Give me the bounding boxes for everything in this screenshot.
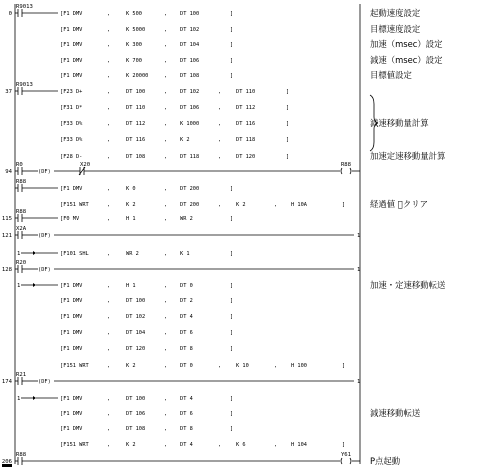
row-25-token-0: [F1 DMV bbox=[60, 411, 83, 417]
row-19-token-2: DT 102 bbox=[126, 314, 146, 320]
row-28-contact-label: R88 bbox=[16, 452, 27, 458]
row-12-token-6: K 2 bbox=[236, 202, 246, 208]
row-10-coil-left bbox=[341, 168, 342, 174]
row-9-token-6: DT 120 bbox=[236, 154, 256, 160]
row-27-token-2: K 2 bbox=[126, 442, 136, 448]
row-8-token-3: , bbox=[164, 137, 168, 143]
row-13-token-2: H 1 bbox=[126, 216, 136, 222]
row-17-token-0: [F1 DMV bbox=[60, 283, 83, 289]
row-18-token-0: [F1 DMV bbox=[60, 298, 83, 304]
row-26-token-0: [F1 DMV bbox=[60, 426, 83, 432]
row-4-token-1: , bbox=[107, 73, 111, 79]
row-17-token-5: ] bbox=[230, 283, 234, 289]
row-28-comment: P点起動 bbox=[370, 456, 401, 466]
row-1-token-0: [F1 DMV bbox=[60, 27, 83, 33]
row-5-token-0: [F23 D+ bbox=[60, 89, 83, 95]
row-11-contact-label: R88 bbox=[16, 179, 27, 185]
row-24-arrow-icon bbox=[33, 396, 36, 400]
row-15-token-2: WR 2 bbox=[126, 251, 139, 257]
row-4-token-4: DT 108 bbox=[180, 73, 200, 79]
row-15-token-0: [F101 SHL bbox=[60, 251, 89, 257]
row-24-token-4: DT 4 bbox=[180, 396, 193, 402]
row-13-token-4: WR 2 bbox=[180, 216, 193, 222]
row-14-df-instruction: (DF) bbox=[38, 233, 51, 239]
row-11-token-2: K 0 bbox=[126, 186, 136, 192]
row-7-token-0: [F33 D% bbox=[60, 121, 83, 127]
row-8-token-1: , bbox=[107, 137, 111, 143]
row-2-token-3: , bbox=[164, 42, 168, 48]
row-12-token-1: , bbox=[107, 202, 111, 208]
row-10-step-number: 94 bbox=[5, 169, 12, 175]
row-13-token-5: ] bbox=[230, 216, 234, 222]
row-18-token-2: DT 100 bbox=[126, 298, 146, 304]
row-8-token-7: ] bbox=[286, 137, 290, 143]
row-22-token-0: [F151 WRT bbox=[60, 363, 89, 369]
row-9-token-3: , bbox=[164, 154, 168, 160]
row-12-token-7: , bbox=[274, 202, 278, 208]
row-12-comment: 経過値 ⃠クリア bbox=[370, 199, 428, 209]
row-0-token-3: , bbox=[164, 11, 168, 17]
row-19-token-0: [F1 DMV bbox=[60, 314, 83, 320]
row-19-token-1: , bbox=[107, 314, 111, 320]
row-28-coil-right bbox=[350, 458, 351, 464]
row-18-token-1: , bbox=[107, 298, 111, 304]
row-6-token-2: DT 110 bbox=[126, 105, 146, 111]
row-10-coil-right bbox=[350, 168, 351, 174]
row-10-contact2-label: X20 bbox=[80, 162, 91, 168]
row-7-token-1: , bbox=[107, 121, 111, 127]
row-20-token-1: , bbox=[107, 330, 111, 336]
row-8-token-4: K 2 bbox=[180, 137, 190, 143]
row-22-token-7: , bbox=[274, 363, 278, 369]
row-15-token-1: , bbox=[107, 251, 111, 257]
row-17-comment: 加速・定速移動転送 bbox=[370, 280, 446, 290]
row-17-token-4: DT 0 bbox=[180, 283, 193, 289]
row-20-token-2: DT 104 bbox=[126, 330, 146, 336]
row-26-token-2: DT 108 bbox=[126, 426, 146, 432]
row-21-token-0: [F1 DMV bbox=[60, 346, 83, 352]
row-22-token-4: DT 0 bbox=[180, 363, 193, 369]
row-21-token-1: , bbox=[107, 346, 111, 352]
row-6-token-6: DT 112 bbox=[236, 105, 256, 111]
row-17-connector-label: 1 bbox=[17, 283, 21, 289]
row-6-token-3: , bbox=[164, 105, 168, 111]
row-0-step-number: 0 bbox=[8, 11, 12, 17]
row-7-token-2: DT 112 bbox=[126, 121, 146, 127]
row-26-token-4: DT 8 bbox=[180, 426, 193, 432]
row-22-token-8: H 100 bbox=[291, 363, 307, 369]
row-7-token-5: , bbox=[218, 121, 222, 127]
row-14-right-marker: 1 bbox=[357, 233, 361, 239]
row-5-token-4: DT 102 bbox=[180, 89, 200, 95]
row-15-token-4: K 1 bbox=[180, 251, 190, 257]
row-25-comment: 減速移動転送 bbox=[370, 408, 421, 418]
row-5-token-6: DT 110 bbox=[236, 89, 256, 95]
row-28-step-number: 206 bbox=[1, 459, 12, 465]
row-25-token-1: , bbox=[107, 411, 111, 417]
row-2-token-1: , bbox=[107, 42, 111, 48]
row-11-token-0: [F1 DMV bbox=[60, 186, 83, 192]
row-24-connector-label: 1 bbox=[17, 396, 21, 402]
row-12-token-9: ] bbox=[342, 202, 346, 208]
row-4-comment: 目標値設定 bbox=[370, 70, 412, 80]
row-7-token-7: ] bbox=[286, 121, 290, 127]
row-3-token-2: K 700 bbox=[126, 58, 142, 64]
row-3-token-0: [F1 DMV bbox=[60, 58, 83, 64]
row-6-token-5: , bbox=[218, 105, 222, 111]
row-23-step-number: 174 bbox=[1, 379, 12, 385]
row-14-contact-label: X2A bbox=[16, 226, 27, 232]
row-6-token-4: DT 106 bbox=[180, 105, 200, 111]
row-16-df-instruction: (DF) bbox=[38, 267, 51, 273]
row-14-step-number: 121 bbox=[1, 233, 12, 239]
row-10-df-instruction: (DF) bbox=[38, 169, 51, 175]
row-27-token-7: , bbox=[274, 442, 278, 448]
row-3-comment: 減速（msec）設定 bbox=[370, 55, 443, 65]
row-17-token-1: , bbox=[107, 283, 111, 289]
row-24-token-0: [F1 DMV bbox=[60, 396, 83, 402]
row-6-token-0: [F31 D* bbox=[60, 105, 83, 111]
row-15-token-3: , bbox=[164, 251, 168, 257]
row-4-token-2: K 20000 bbox=[126, 73, 149, 79]
row-9-token-0: [F28 D- bbox=[60, 154, 83, 160]
row-27-token-3: , bbox=[164, 442, 168, 448]
row-21-token-5: ] bbox=[230, 346, 234, 352]
row-5-token-2: DT 100 bbox=[126, 89, 146, 95]
row-22-token-9: ] bbox=[342, 363, 346, 369]
row-6-token-7: ] bbox=[286, 105, 290, 111]
row-26-token-3: , bbox=[164, 426, 168, 432]
row-12-token-5: , bbox=[218, 202, 222, 208]
row-5-token-7: ] bbox=[286, 89, 290, 95]
row-17-token-2: H 1 bbox=[126, 283, 136, 289]
row-27-token-9: ] bbox=[342, 442, 346, 448]
ladder-rows bbox=[2, 4, 446, 466]
row-21-token-2: DT 120 bbox=[126, 346, 146, 352]
row-18-token-5: ] bbox=[230, 298, 234, 304]
row-13-token-0: [F0 MV bbox=[60, 216, 80, 222]
row-16-right-marker: 1 bbox=[357, 267, 361, 273]
row-4-token-3: , bbox=[164, 73, 168, 79]
row-2-comment: 加速（msec）設定 bbox=[370, 39, 443, 49]
row-24-token-1: , bbox=[107, 396, 111, 402]
row-1-token-2: K 5000 bbox=[126, 27, 146, 33]
row-27-token-5: , bbox=[218, 442, 222, 448]
row-9-token-5: , bbox=[218, 154, 222, 160]
row-6-token-1: , bbox=[107, 105, 111, 111]
row-24-token-3: , bbox=[164, 396, 168, 402]
row-5-contact-label: R9013 bbox=[16, 82, 33, 88]
row-25-token-3: , bbox=[164, 411, 168, 417]
row-20-token-0: [F1 DMV bbox=[60, 330, 83, 336]
row-21-token-3: , bbox=[164, 346, 168, 352]
row-4-token-5: ] bbox=[230, 73, 234, 79]
row-0-token-5: ] bbox=[230, 11, 234, 17]
row-0-contact-label: R9013 bbox=[16, 4, 33, 10]
row-23-right-marker: 1 bbox=[357, 379, 361, 385]
row-22-token-6: K 10 bbox=[236, 363, 249, 369]
row-28-coil-left bbox=[341, 458, 342, 464]
row-21-token-4: DT 8 bbox=[180, 346, 193, 352]
row-19-token-4: DT 4 bbox=[180, 314, 193, 320]
row-24-token-5: ] bbox=[230, 396, 234, 402]
row-1-comment: 目標速度設定 bbox=[370, 24, 421, 34]
row-27-token-8: H 104 bbox=[291, 442, 307, 448]
row-26-token-5: ] bbox=[230, 426, 234, 432]
row-9-token-1: , bbox=[107, 154, 111, 160]
row-11-token-1: , bbox=[107, 186, 111, 192]
row-11-token-3: , bbox=[164, 186, 168, 192]
row-10-contact-label: R0 bbox=[16, 162, 23, 168]
row-3-token-4: DT 106 bbox=[180, 58, 200, 64]
row-7-token-6: DT 116 bbox=[236, 121, 256, 127]
row-2-token-2: K 300 bbox=[126, 42, 142, 48]
row-12-token-0: [F151 WRT bbox=[60, 202, 89, 208]
row-9-token-2: DT 108 bbox=[126, 154, 146, 160]
row-15-arrow-icon bbox=[33, 251, 36, 255]
row-12-token-8: H 10A bbox=[291, 202, 307, 208]
row-5-token-3: , bbox=[164, 89, 168, 95]
row-27-token-0: [F151 WRT bbox=[60, 442, 89, 448]
row-13-step-number: 115 bbox=[1, 216, 12, 222]
row-18-token-3: , bbox=[164, 298, 168, 304]
row-7-token-3: , bbox=[164, 121, 168, 127]
row-1-token-3: , bbox=[164, 27, 168, 33]
row-3-token-5: ] bbox=[230, 58, 234, 64]
row-25-token-2: DT 106 bbox=[126, 411, 146, 417]
row-28-coil-label: Y61 bbox=[340, 452, 352, 458]
row-13-token-3: , bbox=[164, 216, 168, 222]
row-10-coil-label: R88 bbox=[340, 162, 352, 168]
row-27-token-6: K 6 bbox=[236, 442, 246, 448]
row-0-token-2: K 500 bbox=[126, 11, 142, 17]
row-20-token-3: , bbox=[164, 330, 168, 336]
row-22-token-3: , bbox=[164, 363, 168, 369]
row-11-token-5: ] bbox=[230, 186, 234, 192]
row-17-token-3: , bbox=[164, 283, 168, 289]
row-1-token-1: , bbox=[107, 27, 111, 33]
row-15-token-5: ] bbox=[230, 251, 234, 257]
row-7-comment: 減速移動量計算 bbox=[370, 118, 429, 128]
row-11-token-4: DT 200 bbox=[180, 186, 200, 192]
row-0-token-0: [F1 DMV bbox=[60, 11, 83, 17]
row-2-token-0: [F1 DMV bbox=[60, 42, 83, 48]
row-5-step-number: 37 bbox=[5, 89, 12, 95]
row-19-token-3: , bbox=[164, 314, 168, 320]
row-17-arrow-icon bbox=[33, 283, 36, 287]
row-7-token-4: K 1000 bbox=[180, 121, 200, 127]
row-8-token-2: DT 116 bbox=[126, 137, 146, 143]
row-25-token-4: DT 6 bbox=[180, 411, 193, 417]
row-0-token-4: DT 100 bbox=[180, 11, 200, 17]
row-15-connector-label: 1 bbox=[17, 251, 21, 257]
row-22-token-5: , bbox=[218, 363, 222, 369]
row-22-token-1: , bbox=[107, 363, 111, 369]
row-1-token-5: ] bbox=[230, 27, 234, 33]
row-13-contact-label: R88 bbox=[16, 209, 27, 215]
row-9-token-7: ] bbox=[286, 154, 290, 160]
row-24-token-2: DT 100 bbox=[126, 396, 146, 402]
row-13-token-1: , bbox=[107, 216, 111, 222]
row-0-token-1: , bbox=[107, 11, 111, 17]
row-5-token-5: , bbox=[218, 89, 222, 95]
row-8-token-0: [F33 D% bbox=[60, 137, 83, 143]
row-23-df-instruction: (DF) bbox=[38, 379, 51, 385]
row-9-comment: 加速定速移動量計算 bbox=[370, 151, 446, 161]
row-16-contact-label: R20 bbox=[16, 260, 27, 266]
row-5-token-1: , bbox=[107, 89, 111, 95]
row-20-token-4: DT 6 bbox=[180, 330, 193, 336]
row-3-token-3: , bbox=[164, 58, 168, 64]
row-12-token-3: , bbox=[164, 202, 168, 208]
row-9-token-4: DT 118 bbox=[180, 154, 200, 160]
row-1-token-4: DT 102 bbox=[180, 27, 200, 33]
row-27-token-1: , bbox=[107, 442, 111, 448]
row-3-token-1: , bbox=[107, 58, 111, 64]
row-20-token-5: ] bbox=[230, 330, 234, 336]
row-26-token-1: , bbox=[107, 426, 111, 432]
row-8-token-5: , bbox=[218, 137, 222, 143]
row-25-token-5: ] bbox=[230, 411, 234, 417]
row-27-token-4: DT 4 bbox=[180, 442, 193, 448]
row-0-comment: 起動速度設定 bbox=[370, 8, 421, 18]
row-2-token-4: DT 104 bbox=[180, 42, 200, 48]
row-18-token-4: DT 2 bbox=[180, 298, 193, 304]
row-4-token-0: [F1 DMV bbox=[60, 73, 83, 79]
row-12-token-4: DT 200 bbox=[180, 202, 200, 208]
row-22-token-2: K 2 bbox=[126, 363, 136, 369]
row-12-token-2: K 2 bbox=[126, 202, 136, 208]
row-19-token-5: ] bbox=[230, 314, 234, 320]
row-2-token-5: ] bbox=[230, 42, 234, 48]
row-23-contact-label: R21 bbox=[16, 372, 27, 378]
row-8-token-6: DT 118 bbox=[236, 137, 256, 143]
row-16-step-number: 128 bbox=[1, 267, 12, 273]
